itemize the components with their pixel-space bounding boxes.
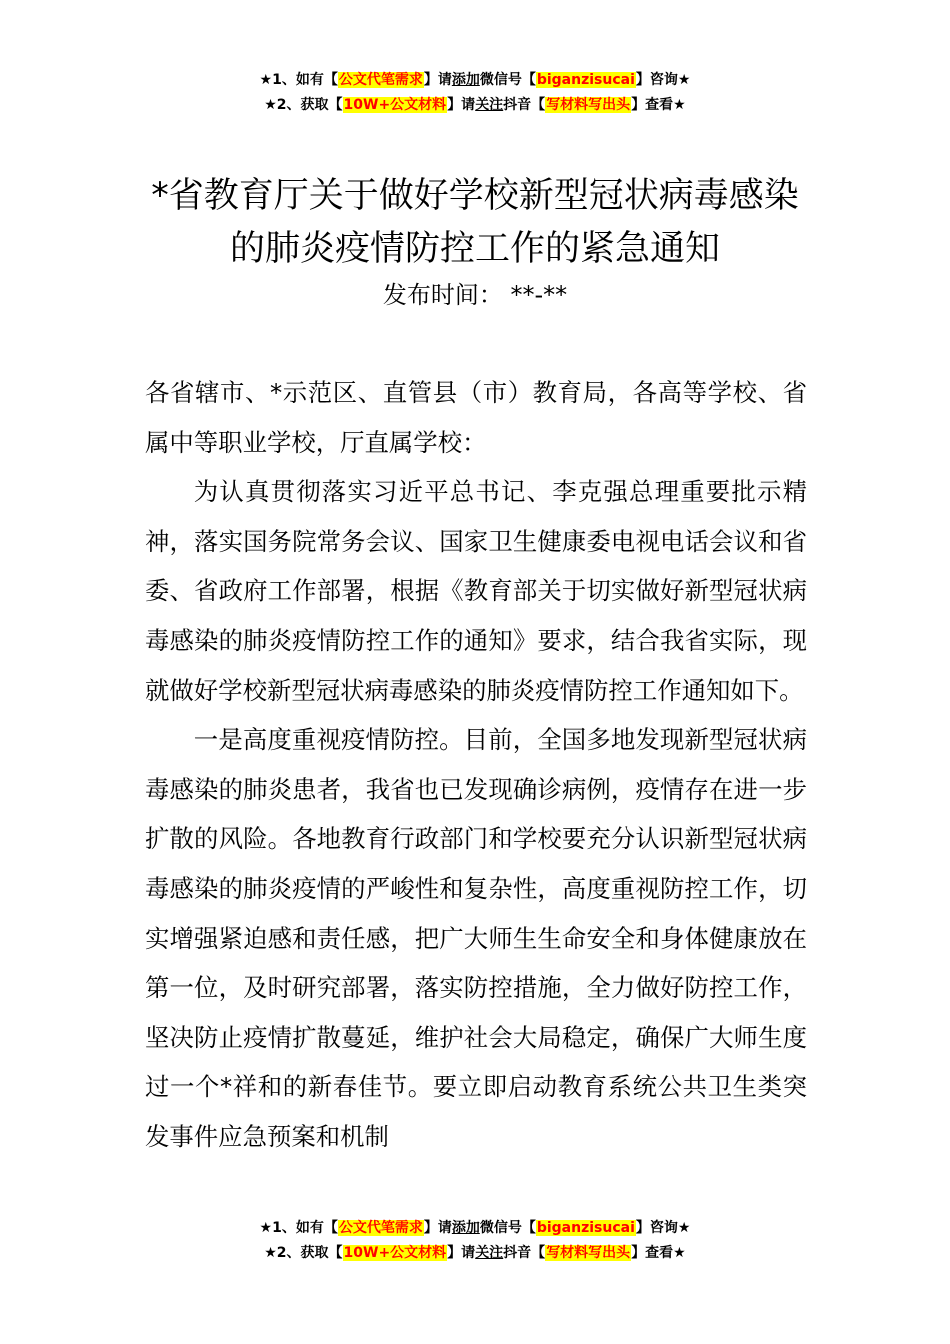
highlight-materials: 10W+公文材料	[343, 1245, 447, 1261]
highlight-service: 公文代笔需求	[338, 1220, 423, 1236]
footer-banner	[0, 1216, 950, 1266]
highlight-douyin: 写材料写出头	[546, 1245, 631, 1261]
salutation: 各省辖市、*示范区、直管县（市）教育局，各高等学校、省属中等职业学校，厅直属学校：	[145, 378, 807, 457]
highlight-douyin: 写材料写出头	[546, 97, 631, 113]
banner-line-2: ★2、获取【10W+公文材料】请关注抖音【写材料写出头】查看★	[264, 1245, 686, 1261]
title-line-2: 的肺炎疫情防控工作的紧急通知	[229, 229, 720, 269]
banner-line-1: ★1、如有【公文代笔需求】请添加微信号【biganzisucai】咨询★	[259, 1220, 691, 1236]
document-body	[145, 368, 807, 1162]
document-title	[100, 170, 850, 276]
highlight-service: 公文代笔需求	[338, 72, 423, 88]
title-line-1: *省教育厅关于做好学校新型冠状病毒感染	[151, 176, 799, 216]
highlight-materials: 10W+公文材料	[343, 97, 447, 113]
paragraph-intro: 为认真贯彻落实习近平总书记、李克强总理重要批示精神，落实国务院常务会议、国家卫生健康委电视电话会议和省委、省政府工作部署，根据《教育部关于切实做好新型冠状病毒感染的肺炎疫情防控工作的通知》要求，结合我省实际，现就做好学校新型冠状病毒感染的肺炎疫情防控工作通知如下。	[145, 477, 807, 705]
publish-date: 发布时间： **-**	[382, 281, 568, 309]
highlight-wechat-id: biganzisucai	[536, 72, 635, 88]
paragraph-item-1: 一是高度重视疫情防控。目前，全国多地发现新型冠状病毒感染的肺炎患者，我省也已发现确诊病例，疫情存在进一步扩散的风险。各地教育行政部门和学校要充分认识新型冠状病毒感染的肺炎疫情的严峻性和复杂性，高度重视防控工作，切实增强紧迫感和责任感，把广大师生生命安全和身体健康放在第一位，及时研究部署，落实防控措施，全力做好防控工作，坚决防止疫情扩散蔓延，维护社会大局稳定，确保广大师生度过一个*祥和的新春佳节。要立即启动教育系统公共卫生类突发事件应急预案和机制	[145, 725, 807, 1151]
header-banner	[0, 68, 950, 118]
highlight-wechat-id: biganzisucai	[536, 1220, 635, 1236]
banner-line-1: ★1、如有【公文代笔需求】请添加微信号【biganzisucai】咨询★	[259, 72, 691, 88]
banner-line-2: ★2、获取【10W+公文材料】请关注抖音【写材料写出头】查看★	[264, 97, 686, 113]
